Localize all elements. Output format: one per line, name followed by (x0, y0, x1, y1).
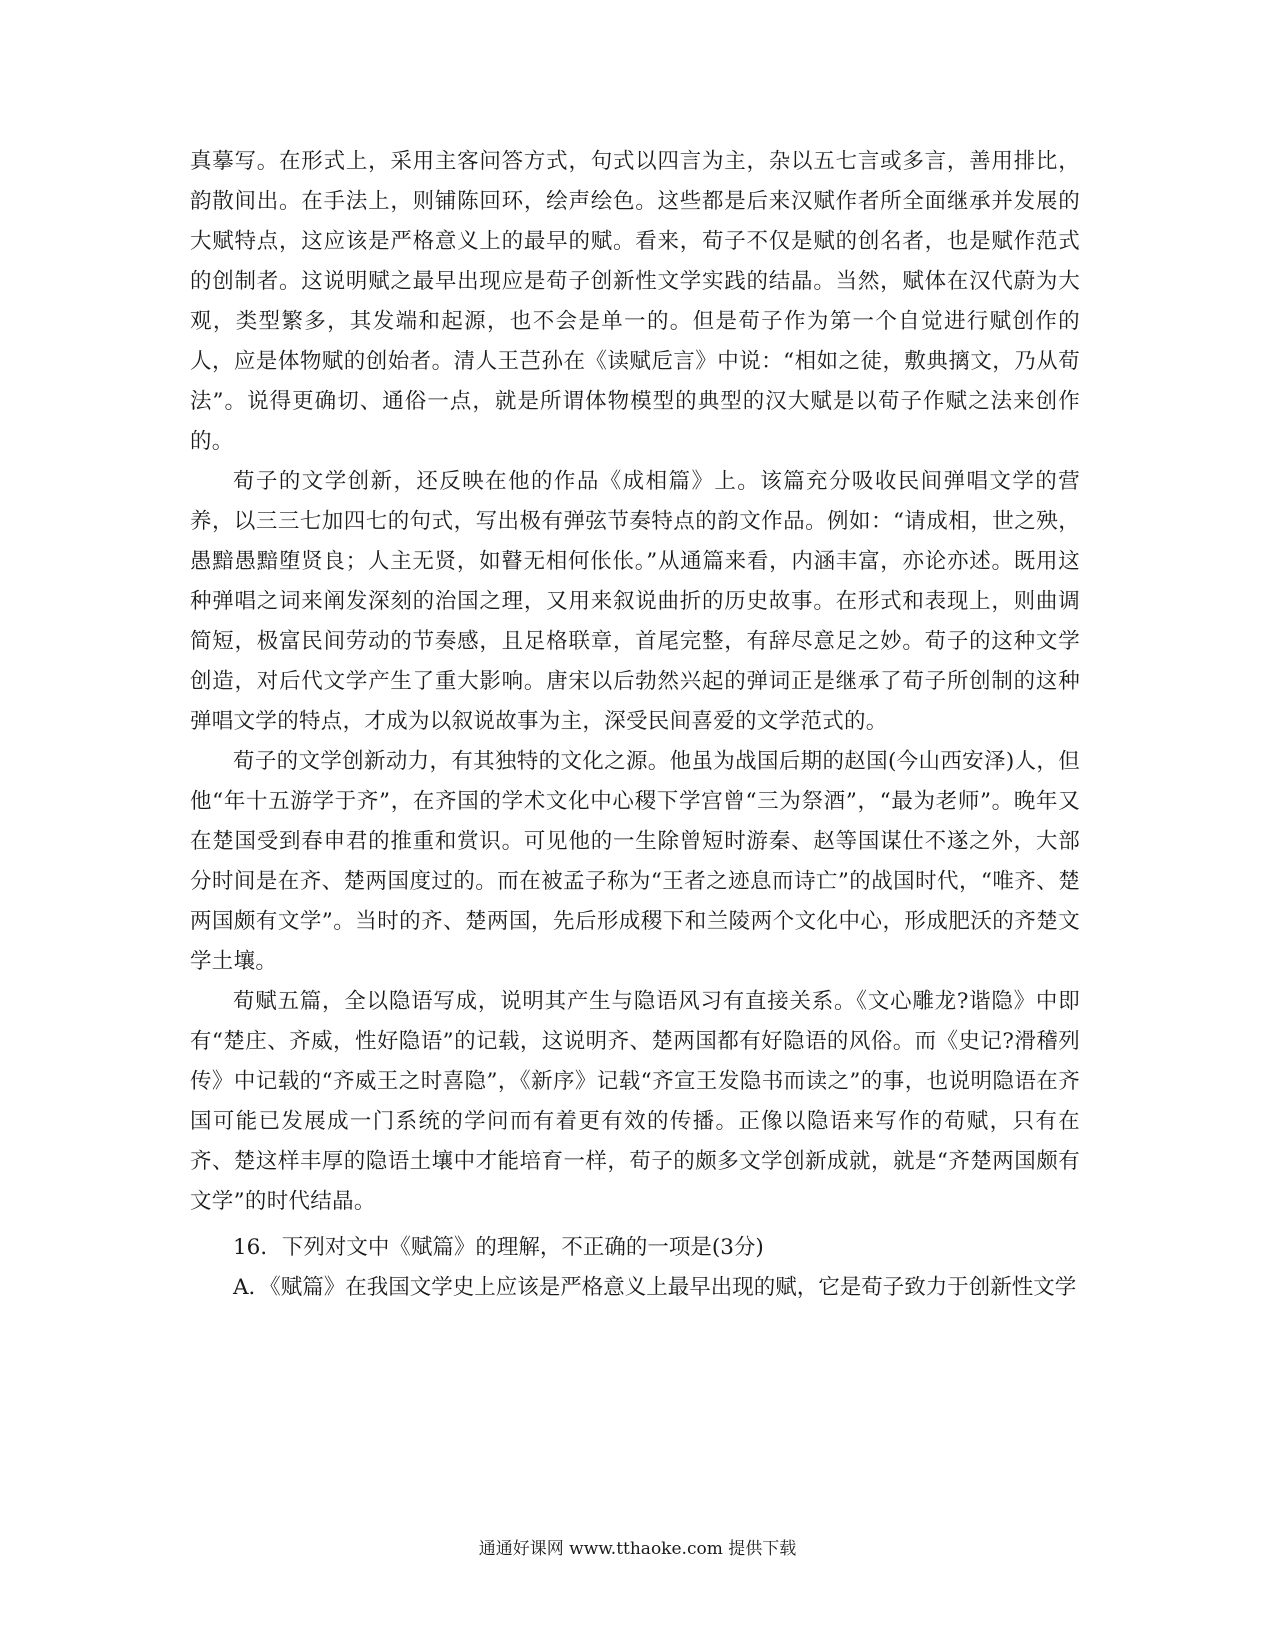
question-16-stem: 16．下列对文中《赋篇》的理解，不正确的一项是(3分) (233, 1235, 764, 1260)
paragraph-chengxiang: 荀子的文学创新，还反映在他的作品《成相篇》上。该篇充分吸收民间弹唱文学的营养，以三三七加四七的句式，写出极有弹弦节奏特点的韵文作品。例如：“请成相，世之殃，愚黯愚黯堕贤良；人主无贤，如瞽无相何伥伥。”从通篇来看，内涵丰富，亦论亦述。既用这种弹唱之词来阐发深刻的治国之理，又用来叙说曲折的历史故事。在形式和表现上，则曲调简短，极富民间劳动的节奏感，且足格联章，首尾完整，有辞尽意足之妙。荀子的这种文学创造，对后代文学产生了重大影响。唐宋以后勃然兴起的弹词正是继承了荀子所创制的这种弹唱文学的特点，才成为以叙说故事为主，深受民间喜爱的文学范式的。 (190, 469, 1080, 734)
paragraph-cultural-source: 荀子的文学创新动力，有其独特的文化之源。他虽为战国后期的赵国(今山西安泽)人，但他“年十五游学于齐”，在齐国的学术文化中心稷下学宫曾“三为祭酒”，“最为老师”。晚年又在楚国受到春申君的推重和赏识。可见他的一生除曾短时游秦、赵等国谋仕不遂之外，大部分时间是在齐、楚两国度过的。而在被孟子称为“王者之迹息而诗亡”的战国时代，“唯齐、楚两国颇有文学”。当时的齐、楚两国，先后形成稷下和兰陵两个文化中心，形成肥沃的齐楚文学土壤。 (190, 749, 1080, 974)
paragraph-riddles: 荀赋五篇，全以隐语写成，说明其产生与隐语风习有直接关系。《文心雕龙?谐隐》中即有“楚庄、齐威，性好隐语”的记载，这说明齐、楚两国都有好隐语的风俗。而《史记?滑稽列传》中记载的“齐威王之时喜隐”，《新序》记载“齐宣王发隐书而读之”的事，也说明隐语在齐国可能已发展成一门系统的学问而有着更有效的传播。正像以隐语来写作的荀赋，只有在齐、楚这样丰厚的隐语土壤中才能培育一样，荀子的颇多文学创新成就，就是“齐楚两国颇有文学”的时代结晶。 (190, 989, 1080, 1214)
document-body (190, 142, 1080, 1308)
page-footer: 通通好课网 www.tthaoke.com 提供下载 (478, 1539, 797, 1559)
paragraph-continued: 真摹写。在形式上，采用主客问答方式，句式以四言为主，杂以五七言或多言，善用排比，韵散间出。在手法上，则铺陈回环，绘声绘色。这些都是后来汉赋作者所全面继承并发展的大赋特点，这应该是严格意义上的最早的赋。看来，荀子不仅是赋的创名者，也是赋作范式的创制者。这说明赋之最早出现应是荀子创新性文学实践的结晶。当然，赋体在汉代蔚为大观，类型繁多，其发端和起源，也不会是单一的。但是荀子作为第一个自觉进行赋创作的人，应是体物赋的创始者。清人王芑孙在《读赋卮言》中说：“相如之徒，敷典摛文，乃从荀法”。说得更确切、通俗一点，就是所谓体物模型的典型的汉大赋是以荀子作赋之法来创作的。 (190, 149, 1080, 454)
question-16-option-a: A．《赋篇》在我国文学史上应该是严格意义上最早出现的赋，它是荀子致力于创新性文学 (233, 1275, 1077, 1300)
